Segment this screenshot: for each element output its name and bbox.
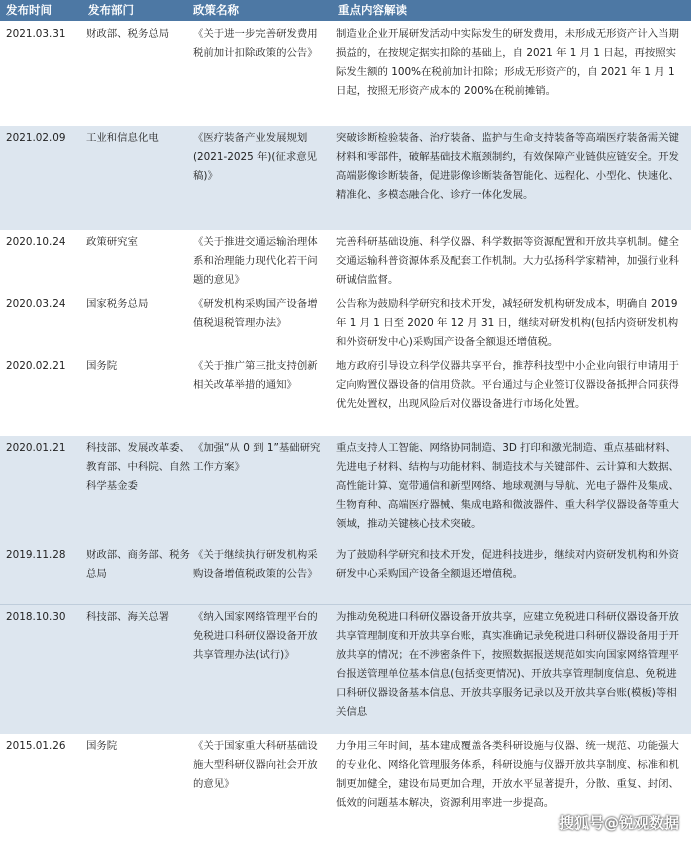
- header-key-content: 重点内容解读: [338, 3, 407, 17]
- row-policy-name: 《关于继续执行研发机构采购设备增值税政策的公告》: [193, 549, 318, 580]
- table-row: [0, 126, 691, 230]
- row-date: 2019.11.28: [6, 549, 66, 561]
- row-date: 2021.03.31: [6, 28, 66, 40]
- table-row: [0, 230, 691, 292]
- row-content: 地方政府引导设立科学仪器共享平台，推荐科技型中小企业向银行申请用于定向购置仪器设备的信用贷款。平台通过与企业签订仪器设备抵押合同获得优先处置权，出现风险后对仪器设备进行市场化处置。: [336, 360, 679, 410]
- table-row: [0, 543, 691, 604]
- row-content: 为推动免税进口科研仪器设备开放共享，应建立免税进口科研仪器设备开放共享管理制度和开放共享台账，真实准确记录免税进口科研仪器设备用于开放共享的情况；在不涉密条件下，按照数据报送规范如实向国家网络管理平台报送管理单位基本信息(包括变更情况)、开放共享管理制度信息、免税进口科研仪器设备基本信息、开放共享服务记录以及开放共享台账(模板)等相关信息: [336, 611, 679, 718]
- row-policy-name: 《研发机构采购国产设备增值税退税管理办法》: [193, 298, 318, 329]
- row-policy-name: 《关于进一步完善研发费用税前加计扣除政策的公告》: [193, 28, 318, 59]
- row-policy-name: 《关于国家重大科研基础设施大型科研仪器向社会开放的意见》: [193, 740, 318, 790]
- table-row: [0, 292, 691, 354]
- row-dept: 财政部、税务总局: [86, 28, 170, 40]
- row-date: 2021.02.09: [6, 132, 66, 144]
- row-dept: 国家税务总局: [86, 298, 149, 310]
- row-content: 重点支持人工智能、网络协同制造、3D 打印和激光制造、重点基础材料、先进电子材料、结构与功能材料、制造技术与关键部件、云计算和大数据、高性能计算、宽带通信和新型网络、地球观测与导航、光电子器件及集成、生物育种、高端医疗器械、集成电路和微波器件、重大科学仪器设备等重大领域，推动关键核心技术突破。: [336, 442, 679, 530]
- row-content: 完善科研基础设施、科学仪器、科学数据等资源配置和开放共享机制。健全交通运输科普资源体系及配套工作机制。大力弘扬科学家精神，加强行业科研诚信监督。: [336, 236, 679, 286]
- table-row: [0, 436, 691, 543]
- table-header: [0, 0, 691, 21]
- table-row: [0, 604, 691, 734]
- row-dept: 政策研究室: [86, 236, 138, 248]
- row-dept: 财政部、商务部、税务总局: [86, 549, 190, 580]
- row-date: 2018.10.30: [6, 611, 66, 623]
- row-content: 为了鼓励科学研究和技术开发，促进科技进步，继续对内资研发机构和外资研发中心采购国产设备全额退还增值税。: [336, 549, 679, 580]
- row-dept: 国务院: [86, 360, 118, 372]
- row-dept: 国务院: [86, 740, 118, 752]
- header-date: 发布时间: [6, 3, 52, 17]
- row-date: 2015.01.26: [6, 740, 66, 752]
- row-dept: 工业和信息化电: [86, 132, 159, 144]
- row-content: 力争用三年时间，基本建成覆盖各类科研设施与仪器、统一规范、功能强大的专业化、网络化管理服务体系，科研设施与仪器开放共享制度、标准和机制更加健全，建设布局更加合理，开放水平显著提升，分散、重复、封闭、低效的问题基本解决，资源利用率进一步提高。: [336, 740, 679, 809]
- row-date: 2020.01.21: [6, 442, 66, 454]
- header-policy-name: 政策名称: [193, 3, 239, 17]
- watermark: 搜狐号@锐观数据: [558, 814, 679, 832]
- row-date: 2020.03.24: [6, 298, 66, 310]
- row-dept: 科技部、海关总署: [86, 611, 170, 623]
- row-content: 突破诊断检验装备、治疗装备、监护与生命支持装备等高端医疗装备需关键材料和零部件，破解基础技术瓶颈制约，有效保障产业链供应链安全。开发高端影像诊断装备，促进影像诊断装备智能化、远程化、小型化、快速化、精准化、多模态融合化、诊疗一体化发展。: [336, 132, 679, 201]
- row-policy-name: 《关于推广第三批支持创新相关改革举措的通知》: [193, 360, 318, 391]
- header-dept: 发布部门: [88, 3, 134, 17]
- row-policy-name: 《加强“从 0 到 1”基础研究工作方案》: [193, 442, 321, 473]
- row-policy-name: 《医疗装备产业发展规划(2021-2025 年)(征求意见稿)》: [193, 132, 318, 182]
- table-row: [0, 22, 691, 126]
- row-policy-name: 《纳入国家网络管理平台的免税进口科研仪器设备开放共享管理办法(试行)》: [193, 611, 318, 661]
- row-content: 公告称为鼓励科学研究和技术开发，减轻研发机构研发成本，明确自 2019 年 1 月 1 日至 2020 年 12 月 31 日，继续对研发机构(包括内资研发机构和外资研发中心)采购国产设备全额退还增值税。: [336, 298, 679, 348]
- table-row: [0, 354, 691, 436]
- row-dept: 科技部、发展改革委、教育部、中科院、自然科学基金委: [86, 442, 190, 492]
- row-date: 2020.10.24: [6, 236, 66, 248]
- row-date: 2020.02.21: [6, 360, 66, 372]
- row-policy-name: 《关于推进交通运输治理体系和治理能力现代化若干问题的意见》: [193, 236, 318, 286]
- row-content: 制造业企业开展研发活动中实际发生的研发费用，未形成无形资产计入当期损益的，在按规定据实扣除的基础上，自 2021 年 1 月 1 日起，再按照实际发生额的 100%在税前加计扣除；形成无形资产的，自 2021 年 1 月 1 日起，按照无形资产成本的 200%在税前摊销。: [336, 28, 679, 97]
